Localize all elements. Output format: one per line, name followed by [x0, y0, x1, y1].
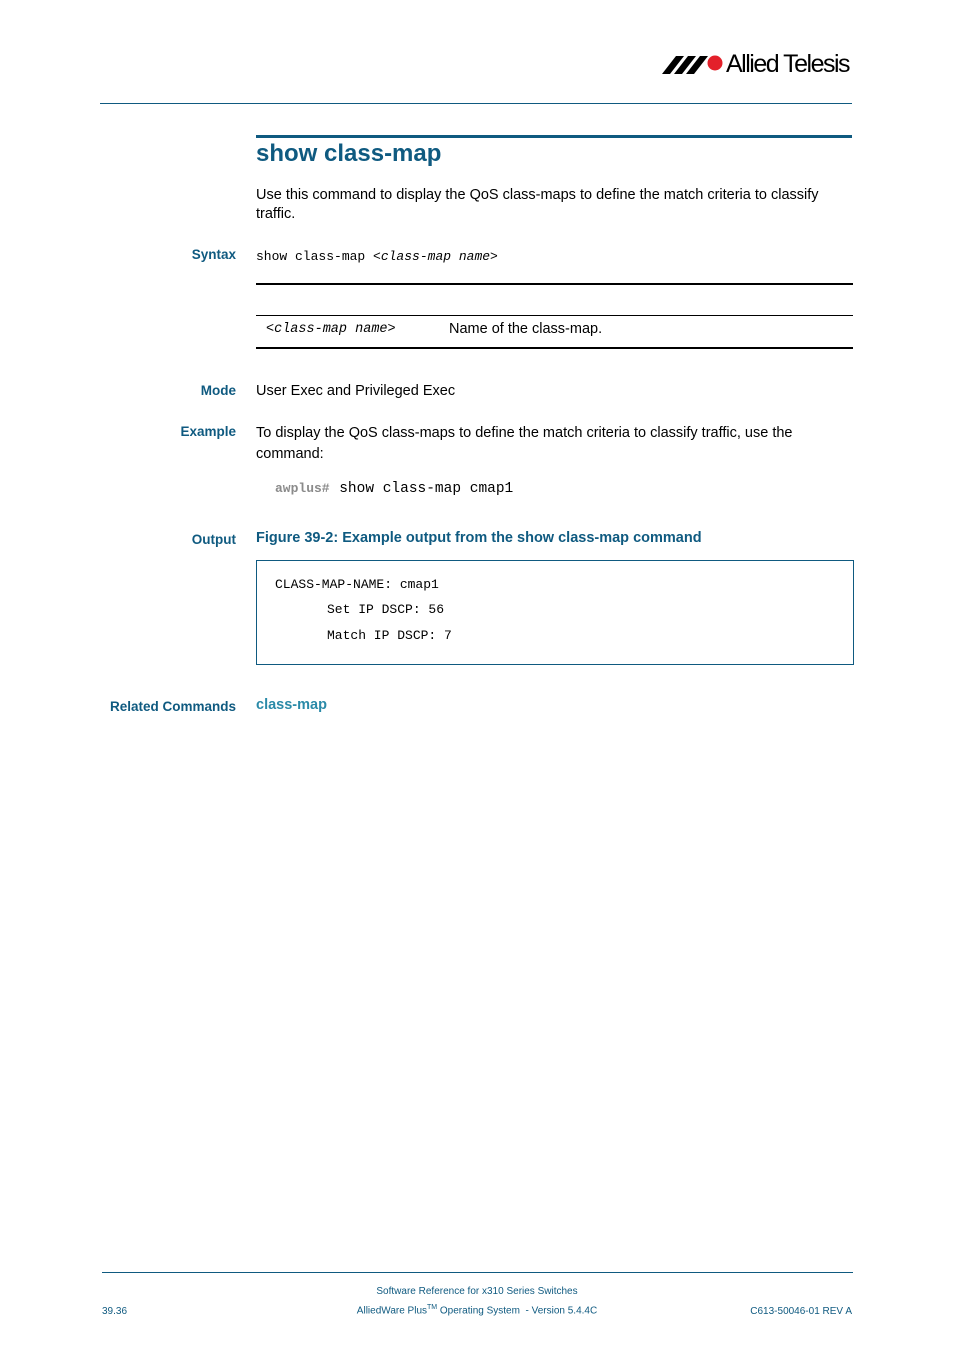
footer-doc-id: C613-50046-01 REV A [750, 1306, 852, 1317]
footer-rule [102, 1272, 853, 1273]
page-title: show class-map [256, 140, 442, 167]
table-bottom-rule [256, 347, 853, 349]
mode-label: Mode [200, 383, 236, 398]
footer-line1: Software Reference for x310 Series Switches [376, 1286, 578, 1297]
footer-product: AlliedWare Plus [356, 1305, 428, 1317]
figure-title: Figure 39-2: Example output from the show class-map command [256, 530, 702, 546]
header-rule [100, 103, 852, 104]
example-text: To display the QoS class-maps to define the match criteria to classify traffic, use the command: [256, 425, 793, 462]
example-command [275, 479, 513, 497]
related-label: Related Commands [109, 699, 236, 714]
syntax-param: <class-map name> [373, 249, 498, 264]
syntax-label: Syntax [191, 247, 236, 262]
output-line: CLASS-MAP-NAME: cmap1 [275, 577, 439, 592]
related-link-class-map[interactable]: class-map [256, 697, 327, 713]
footer-version: Operating System - Version 5.4.4C [437, 1305, 598, 1317]
table-top-rule [256, 283, 853, 285]
footer-tm: TM [427, 1304, 438, 1311]
example-label: Example [180, 424, 236, 439]
cli-prompt: awplus# [275, 481, 330, 496]
output-box [256, 560, 854, 665]
output-label: Output [191, 532, 236, 547]
param-name: <class-map name> [266, 322, 396, 337]
cli-command: show class-map cmap1 [339, 481, 514, 497]
allied-telesis-logo-icon [662, 52, 728, 78]
title-rule [256, 135, 852, 138]
mode-text: User Exec and Privileged Exec [256, 383, 456, 399]
table-header-rule [256, 315, 853, 316]
syntax-cmd: show class-map [256, 249, 374, 264]
output-line: Match IP DSCP: 7 [327, 628, 452, 643]
output-line: Set IP DSCP: 56 [327, 602, 445, 617]
header-logo [662, 50, 854, 80]
description: Use this command to display the QoS class-maps to define the match criteria to classify traffic. [256, 187, 819, 222]
logo-wordmark: Allied Telesis [726, 50, 850, 78]
param-desc: Name of the class-map. [449, 321, 603, 337]
footer-page-number: 39.36 [102, 1306, 128, 1317]
syntax-line [256, 249, 498, 264]
footer-line2 [227, 1304, 727, 1316]
